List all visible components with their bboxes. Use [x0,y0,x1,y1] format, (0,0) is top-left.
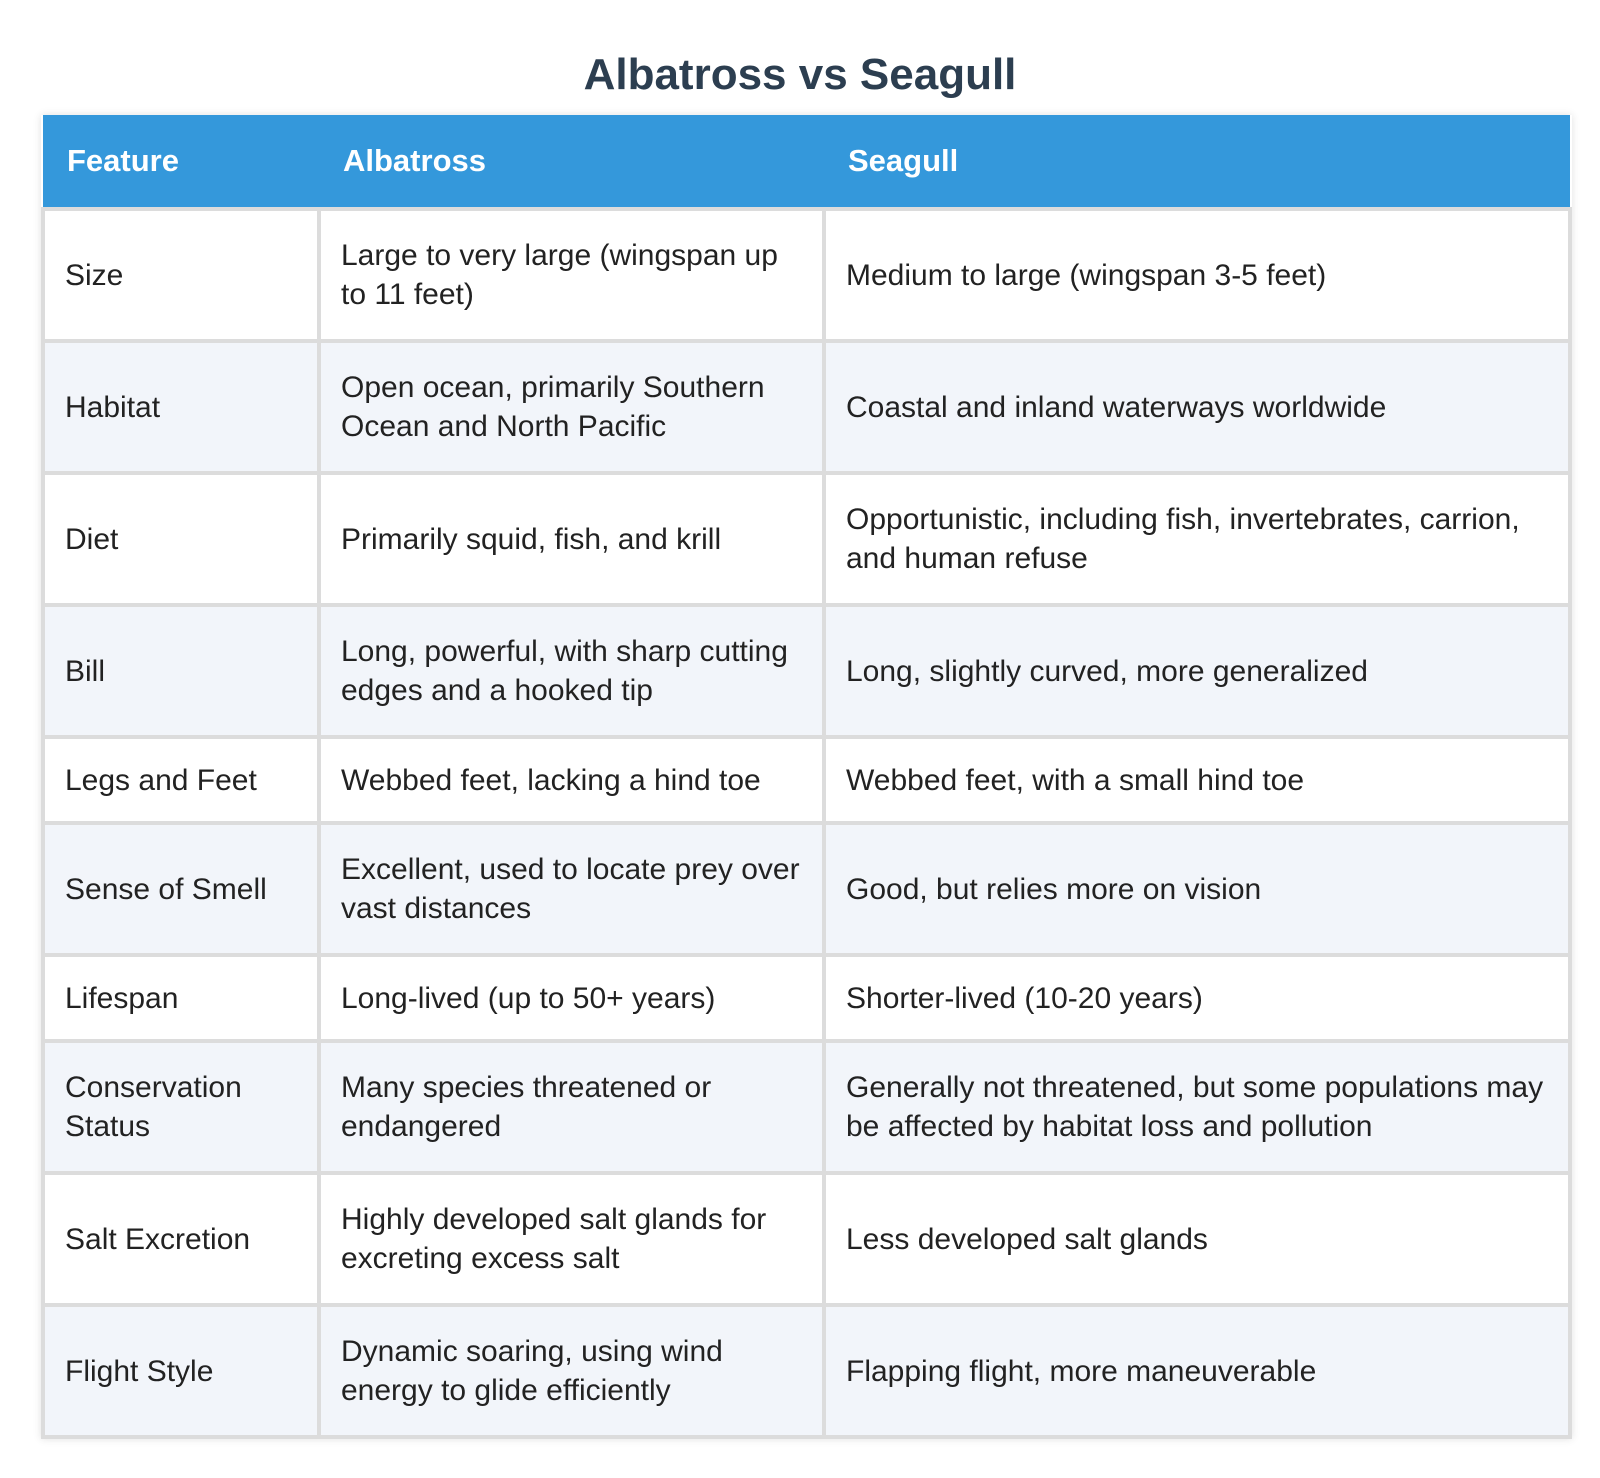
feature-cell: Diet [43,473,319,605]
seagull-cell: Opportunistic, including fish, invertebrates, carrion, and human refuse [824,473,1570,605]
table-row [43,1305,1570,1437]
seagull-cell: Less developed salt glands [824,1173,1570,1305]
feature-cell: Flight Style [43,1305,319,1437]
albatross-cell: Highly developed salt glands for excreting excess salt [319,1173,824,1305]
feature-cell: Sense of Smell [43,823,319,955]
albatross-cell: Primarily squid, fish, and krill [319,473,824,605]
seagull-cell: Coastal and inland waterways worldwide [824,341,1570,473]
table-row [43,605,1570,737]
table-row [43,473,1570,605]
feature-cell: Salt Excretion [43,1173,319,1305]
table-row [43,955,1570,1041]
albatross-cell: Long, powerful, with sharp cutting edges and a hooked tip [319,605,824,737]
page-title: Albatross vs Seagull [583,50,1017,99]
table-row [43,823,1570,955]
feature-cell: Habitat [43,341,319,473]
feature-cell: Bill [43,605,319,737]
albatross-cell: Webbed feet, lacking a hind toe [319,737,824,823]
albatross-cell: Many species threatened or endangered [319,1041,824,1173]
table-row [43,1041,1570,1173]
column-header-seagull: Seagull [824,115,1570,209]
feature-cell: Lifespan [43,955,319,1041]
seagull-cell: Flapping flight, more maneuverable [824,1305,1570,1437]
feature-cell: Legs and Feet [43,737,319,823]
comparison-table [41,115,1572,1439]
column-header-albatross: Albatross [319,115,824,209]
column-header-feature: Feature [43,115,319,209]
table-header-row [43,115,1570,209]
seagull-cell: Good, but relies more on vision [824,823,1570,955]
albatross-cell: Open ocean, primarily Southern Ocean and North Pacific [319,341,824,473]
albatross-cell: Large to very large (wingspan up to 11 feet) [319,209,824,341]
table-row [43,341,1570,473]
feature-cell: Conservation Status [43,1041,319,1173]
albatross-cell: Excellent, used to locate prey over vast distances [319,823,824,955]
albatross-cell: Dynamic soaring, using wind energy to glide efficiently [319,1305,824,1437]
table-row [43,737,1570,823]
feature-cell: Size [43,209,319,341]
seagull-cell: Generally not threatened, but some populations may be affected by habitat loss and pollution [824,1041,1570,1173]
table-row [43,1173,1570,1305]
albatross-cell: Long-lived (up to 50+ years) [319,955,824,1041]
seagull-cell: Webbed feet, with a small hind toe [824,737,1570,823]
seagull-cell: Long, slightly curved, more generalized [824,605,1570,737]
table-row [43,209,1570,341]
seagull-cell: Shorter-lived (10-20 years) [824,955,1570,1041]
seagull-cell: Medium to large (wingspan 3-5 feet) [824,209,1570,341]
